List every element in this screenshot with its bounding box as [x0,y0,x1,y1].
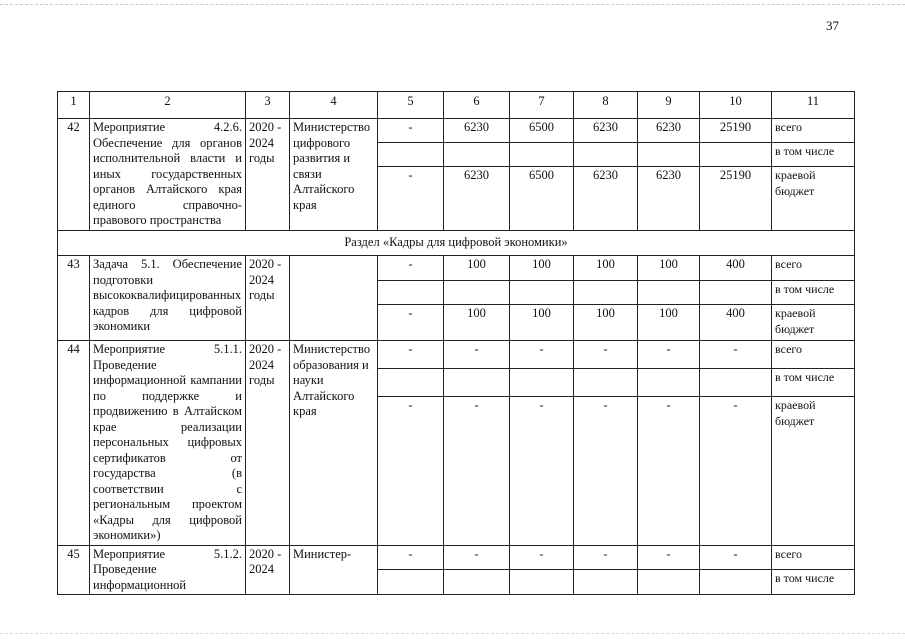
value-cell: 6230 [444,119,510,143]
value-cell: - [574,545,638,570]
table-row [58,341,855,369]
budget-label: краевой бюджет [772,167,855,231]
row-period: 2020 - 2024 годы [246,341,290,546]
value-cell: 100 [574,305,638,341]
row-title: Задача 5.1. Обеспечение подготовки высококвалифицированных кадров для цифровой экономики [90,256,246,341]
budget-label: в том числе [772,570,855,595]
value-cell: 100 [510,256,574,281]
value-cell: - [378,256,444,281]
header-cell: 6 [444,92,510,119]
row-number: 43 [58,256,90,341]
table-row [58,119,855,143]
header-cell: 11 [772,92,855,119]
value-cell: - [700,545,772,570]
value-cell [574,281,638,305]
value-cell: 100 [510,305,574,341]
value-cell: - [444,545,510,570]
budget-label: всего [772,256,855,281]
program-table [57,91,855,595]
value-cell: 400 [700,305,772,341]
header-cell: 4 [290,92,378,119]
value-cell [444,143,510,167]
row-title: Мероприятие 4.2.6. Обеспечение для органов исполнительной власти и иных государственных органов Алтайского края единого справочно-правового пространства [90,119,246,231]
value-cell: - [510,397,574,545]
header-cell: 7 [510,92,574,119]
row-period: 2020 - 2024 годы [246,256,290,341]
section-title: Раздел «Кадры для цифровой экономики» [58,231,855,256]
value-cell: 6230 [574,167,638,231]
scan-top-edge [0,4,905,5]
budget-label: всего [772,545,855,570]
value-cell [700,570,772,595]
row-executor: Министер- [290,545,378,595]
value-cell: - [378,119,444,143]
value-cell: 6230 [574,119,638,143]
value-cell: - [700,397,772,545]
value-cell [638,369,700,397]
budget-label: краевой бюджет [772,397,855,545]
scan-bottom-edge [0,633,905,634]
value-cell [378,570,444,595]
header-cell: 8 [574,92,638,119]
value-cell [700,369,772,397]
value-cell: 400 [700,256,772,281]
row-title: Мероприятие 5.1.1. Проведение информационной кампании по поддержке и продвижению в Алтайском крае реализации персональных цифровых сертификатов от государства (в соответствии с региональным проектом «Кадры для цифровой экономики») [90,341,246,546]
value-cell: - [378,341,444,369]
value-cell [638,143,700,167]
value-cell [574,369,638,397]
value-cell [700,281,772,305]
value-cell: 100 [444,256,510,281]
page-number: 37 [826,18,839,33]
value-cell: - [574,397,638,545]
row-title: Мероприятие 5.1.2. Проведение информационной [90,545,246,595]
header-cell: 10 [700,92,772,119]
value-cell: - [700,341,772,369]
value-cell: - [510,545,574,570]
value-cell: - [444,397,510,545]
row-period: 2020 - 2024 [246,545,290,595]
value-cell: 100 [638,305,700,341]
table-row [58,545,855,570]
value-cell: 6500 [510,119,574,143]
value-cell: - [378,167,444,231]
row-executor [290,256,378,341]
header-cell: 3 [246,92,290,119]
value-cell [444,369,510,397]
value-cell: - [638,545,700,570]
value-cell [444,281,510,305]
value-cell [574,570,638,595]
value-cell [574,143,638,167]
value-cell [510,281,574,305]
row-executor: Министерство цифрового развития и связи Алтайского края [290,119,378,231]
row-number: 42 [58,119,90,231]
row-period: 2020 - 2024 годы [246,119,290,231]
section-row [58,231,855,256]
header-row [58,92,855,119]
header-cell: 9 [638,92,700,119]
budget-label: всего [772,119,855,143]
row-executor: Министерство образования и науки Алтайского края [290,341,378,546]
value-cell [638,570,700,595]
value-cell [444,570,510,595]
budget-label: краевой бюджет [772,305,855,341]
header-cell: 5 [378,92,444,119]
value-cell: - [638,341,700,369]
value-cell: - [510,341,574,369]
value-cell [638,281,700,305]
table-row [58,256,855,281]
value-cell [700,143,772,167]
value-cell [378,143,444,167]
budget-label: в том числе [772,369,855,397]
value-cell: - [574,341,638,369]
value-cell [378,281,444,305]
value-cell: 6230 [444,167,510,231]
value-cell: - [638,397,700,545]
budget-label: в том числе [772,281,855,305]
value-cell: 25190 [700,119,772,143]
value-cell: - [378,545,444,570]
row-number: 45 [58,545,90,595]
header-cell: 1 [58,92,90,119]
value-cell [378,369,444,397]
header-cell: 2 [90,92,246,119]
value-cell: 25190 [700,167,772,231]
value-cell: 100 [574,256,638,281]
value-cell: - [378,397,444,545]
value-cell: 6230 [638,119,700,143]
value-cell: - [444,341,510,369]
value-cell: 100 [444,305,510,341]
value-cell [510,143,574,167]
budget-label: в том числе [772,143,855,167]
value-cell: 6230 [638,167,700,231]
value-cell: 6500 [510,167,574,231]
budget-label: всего [772,341,855,369]
value-cell [510,570,574,595]
value-cell [510,369,574,397]
row-number: 44 [58,341,90,546]
value-cell: - [378,305,444,341]
value-cell: 100 [638,256,700,281]
